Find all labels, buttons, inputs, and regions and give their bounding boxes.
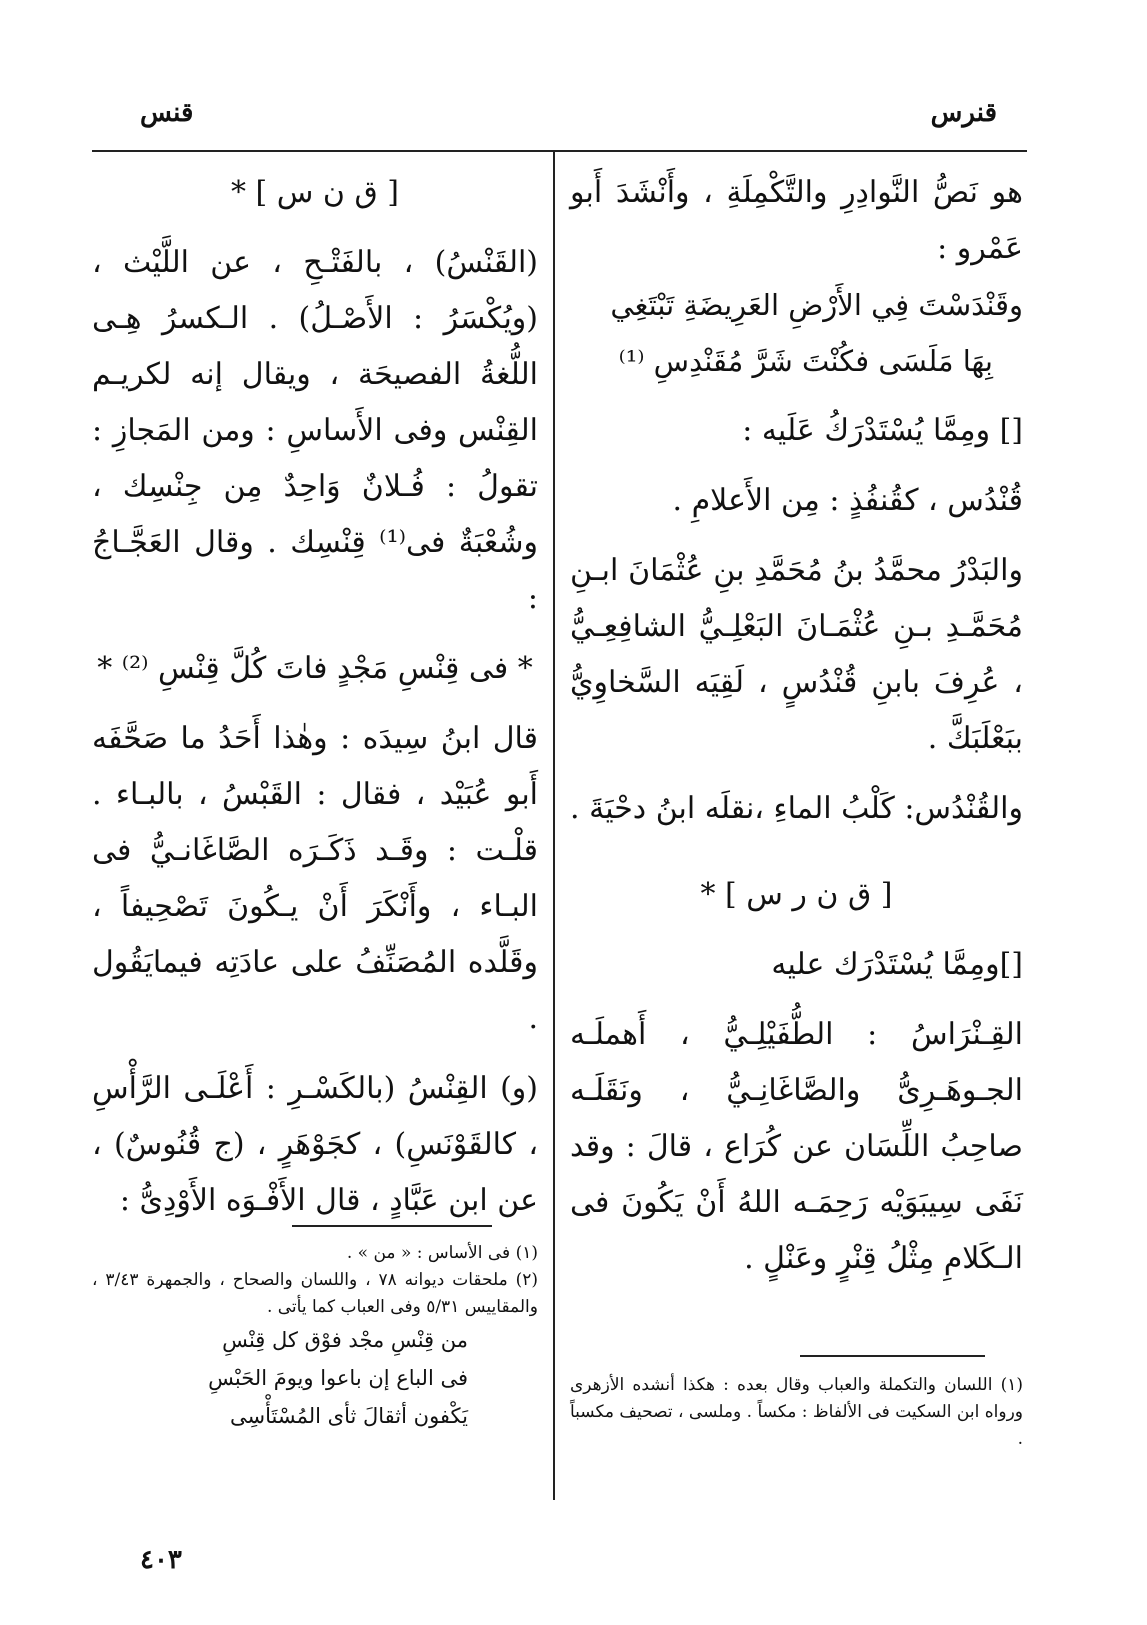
footnote-verse: يَكْفون أثقالَ ثأى المُسْتَأْسِى — [230, 1404, 468, 1428]
running-head-left: قنس — [140, 98, 194, 128]
entry-text: والبَدْرُ محمَّدُ بنُ مُحَمَّدِ بنِ عُثْمَانَ ابـنِ مُحَمَّـدِ بـنِ عُثْمَـانَ البَعْلِـيُّ الشافِعِـيُّ ، عُرِفَ بابنِ قُنْدُسٍ ، لَقِيَه السَّخاوِيُّ ببَعْلَبَكَّ . — [570, 553, 1023, 756]
footnote: (٢) ملحقات ديوانه ٧٨ ، واللسان والصحاح ، والجمهرة ٣/٤٣ ، والمقاييس ٥/٣١ وفى العباب كما يأتى . — [92, 1270, 539, 1317]
column-divider — [553, 150, 555, 1500]
entry-text: قُنْدُس ، كقُنفُذٍ : مِن الأَعلامِ . — [672, 483, 1023, 518]
verse-line: بِهَا مَلَسَى فكُنْتَ شَرَّ مُقَنْدِسِ ⁽¹⁾ — [618, 344, 993, 378]
right-footnotes — [570, 1372, 1023, 1453]
entry-text: القِـنْرَاسُ : الطُّفَيْلِـيُّ ، أَهملَـه الجـوهَـرِىُّ والصَّاغَانِـيُّ ، ونَقَلَـه صاحِبُ اللِّسَان عن كُرَاع ، قالَ : وقد نَفَى سِيبَوَيْه رَحِمَـه اللهُ أَنْ يَكُونَ فى الـكَلامِ مِثْلُ قِنْرٍ وعَنْلٍ . — [570, 1017, 1023, 1276]
right-column — [570, 165, 1023, 1287]
entry-text: (القَنْسُ) ، بالفَتْـحِ ، عن اللَّيْث ، (ويُكْسَرُ : الأَصْـلُ) . الـكسرُ هِـى اللُّغةُ الفصيحَة ، ويقال إنه لكريـم القِنْس وفى الأَساسِ : ومن المَجازِ : تقولُ : فُـلانٌ وَاحِدٌ مِن جِنْسِك ، وشُعْبَةٌ فى⁽¹⁾ قِنْسِك . وقال العَجَّـاجُ : — [92, 245, 538, 616]
footnote-rule — [800, 1355, 985, 1357]
footnote-verse: من قِنْسِ مجْد فوْق كل قِنْسِ — [222, 1328, 468, 1352]
entry-text: قال ابنُ سِيدَه : وهٰذا أَحَدُ ما صَحَّفَه أَبو عُبَيْد ، فقال : القَبْسُ ، بالبـاء . قلْـت : وقَـد ذَكَـرَه الصَّاغَانـيُّ فى البـاء ، وأَنْكَرَ أَنْ يـكُونَ تَصْحِيفاً ، وقَلَّده المُصَنِّفُ على عادَتِه فيمايَقُول . — [92, 721, 538, 1036]
left-footnotes — [92, 1240, 538, 1435]
addendum-label: [] ومِمَّا يُسْتَدْرَكُ عَلَيه : — [742, 413, 1023, 448]
entry-text: هو نَصُّ النَّوادِرِ والتَّكْمِلَةِ ، وأَنْشَدَ أَبو عَمْرو : — [570, 175, 1023, 266]
entry-text: والقُنْدُس: كَلْبُ الماءِ ،نقلَه ابنُ دحْيَةَ . — [570, 791, 1023, 826]
verse-line: * فى قِنْسِ مَجْدٍ فاتَ كُلَّ قِنْسِ ⁽²⁾ * — [97, 651, 533, 686]
left-column — [92, 165, 538, 1229]
entry-heading: [ ق ن س ] * — [230, 175, 400, 210]
verse-line: وقَنْدَسْتَ فِي الأَرْضِ العَرِيضَةِ تَبْتَغِي — [610, 288, 1023, 322]
footnote: (١) فى الأساس : « من » . — [346, 1243, 538, 1263]
footnote-rule — [292, 1225, 492, 1227]
entry-text: (و) القِنْسُ (بالكَسْـرِ : أَعْلَـى الرَّأْسِ ، كالقَوْنَسِ) ، كجَوْهَرٍ ، (ج قُنُوسٌ) ، عن ابن عَبَّادٍ ، قال الأَفْـوَه الأَوْدِىُّ : — [92, 1071, 538, 1218]
footnote-verse: فى الباع إن باعوا ويومَ الحَبْسِ — [208, 1366, 468, 1390]
entry-heading: [ ق ن ر س ] * — [700, 877, 893, 912]
footnote: (١) اللسان والتكملة والعباب وقال بعده : هكذا أنشده الأزهرى ورواه ابن السكيت فى الألفاظ : مكساً . وملسى ، تصحيف مكسباً . — [570, 1375, 1023, 1449]
page-number: ٤٠٣ — [140, 1545, 182, 1575]
addendum-label: []ومِمَّا يُسْتَدْرَك عليه — [771, 947, 1023, 982]
running-head-right: قنرس — [930, 98, 997, 128]
header-rule — [92, 150, 1027, 152]
